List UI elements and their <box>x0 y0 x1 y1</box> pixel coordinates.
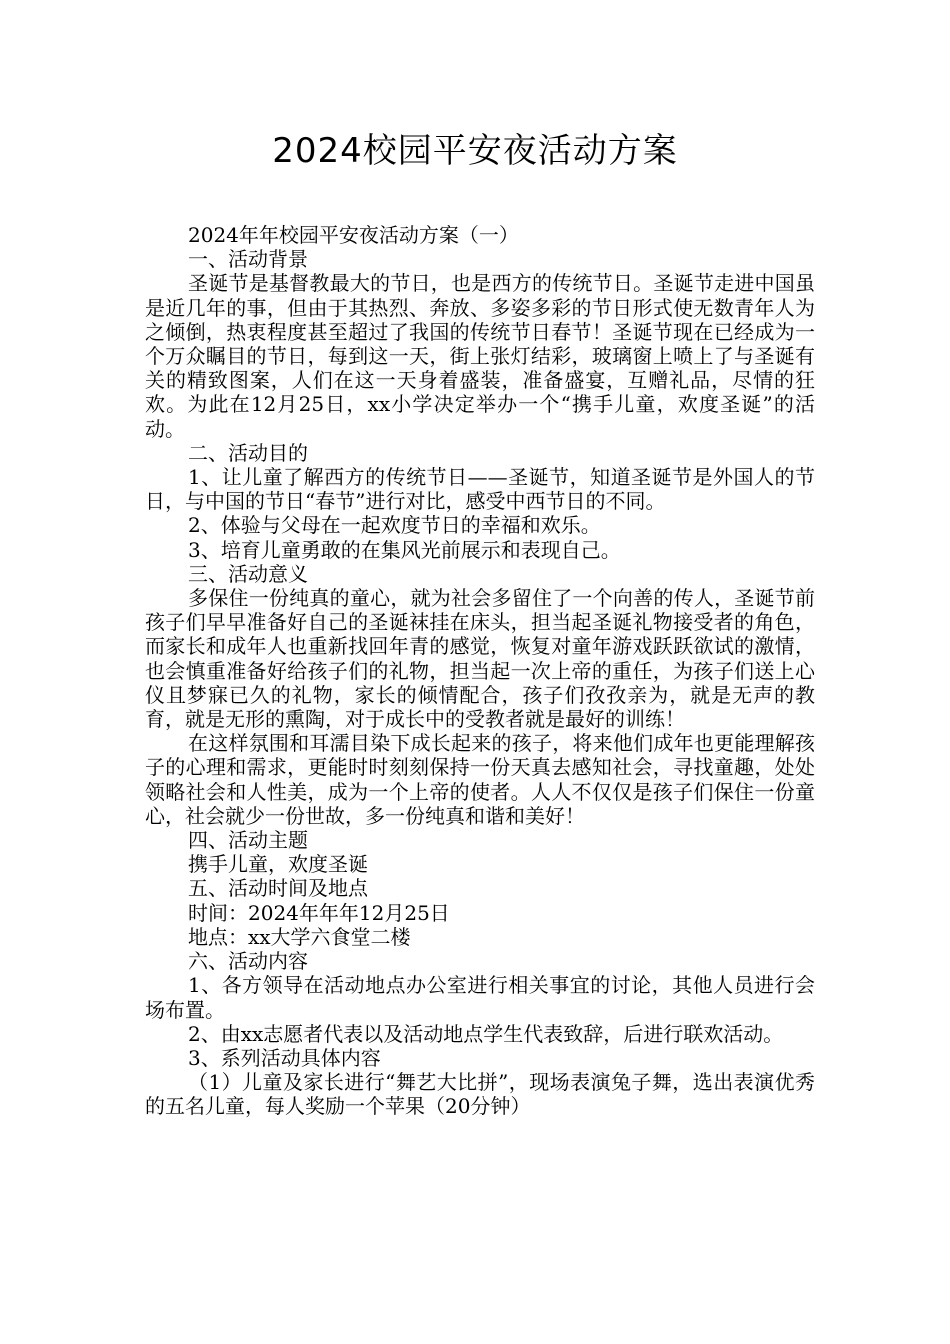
document-title: 2024校园平安夜活动方案 <box>272 131 678 171</box>
content-subitem-1: （1）儿童及家长进行“舞艺大比拼”，现场表演兔子舞，选出表演优秀的五名儿童，每人奖励一个苹果（20分钟） <box>145 1070 815 1119</box>
time-line: 时间：2024年年年12月25日 <box>188 900 450 925</box>
section-heading-time-place: 五、活动时间及地点 <box>188 876 368 901</box>
section-heading-content: 六、活动内容 <box>188 949 308 974</box>
document-body <box>145 223 815 1119</box>
purpose-item-2: 2、体验与父母在一起欢度节日的幸福和欢乐。 <box>188 513 601 538</box>
background-paragraph: 圣诞节是基督教最大的节日，也是西方的传统节日。圣诞节走进中国虽是近几年的事，但由于其热烈、奔放、多姿多彩的节日形式使无数青年人为之倾倒，热衷程度甚至超过了我国的传统节日春节！圣诞节现在已经成为一个万众瞩目的节日，每到这一天，街上张灯结彩，玻璃窗上喷上了与圣诞有关的精致图案，人们在这一天身着盛装，准备盛宴，互赠礼品，尽情的狂欢。为此在12月25日，xx小学决定举办一个“携手儿童，欢度圣诞”的活动。 <box>145 271 815 441</box>
significance-paragraph-1: 多保住一份纯真的童心，就为社会多留住了一个向善的传人，圣诞节前孩子们早早准备好自己的圣诞袜挂在床头，担当起圣诞礼物接受者的角色，而家长和成年人也重新找回年青的感觉，恢复对童年游戏跃跃欲试的激情，也会慎重准备好给孩子们的礼物，担当起一次上帝的重任，为孩子们送上心仪且梦寐已久的礼物，家长的倾情配合，孩子们孜孜亲为，就是无声的教育，就是无形的熏陶，对于成长中的受教者就是最好的训练！ <box>145 586 815 732</box>
section-heading-theme: 四、活动主题 <box>188 828 308 853</box>
significance-paragraph-2: 在这样氛围和耳濡目染下成长起来的孩子，将来他们成年也更能理解孩子的心理和需求，更能时时刻刻保持一份天真去感知社会，寻找童趣，处处领略社会和人性美，成为一个上帝的使者。人人不仅仅是孩子们保住一份童心，社会就少一份世故，多一份纯真和谐和美好！ <box>145 731 815 828</box>
purpose-item-3: 3、培育儿童勇敢的在集风光前展示和表现自己。 <box>188 537 621 562</box>
content-item-3: 3、系列活动具体内容 <box>188 1045 381 1070</box>
subtitle-paragraph: 2024年年校园平安夜活动方案（一） <box>188 223 519 247</box>
place-line: 地点：xx大学六食堂二楼 <box>188 924 411 949</box>
theme-paragraph: 携手儿童，欢度圣诞 <box>188 852 368 877</box>
purpose-item-1: 1、让儿童了解西方的传统节日——圣诞节，知道圣诞节是外国人的节日，与中国的节日“春节”进行对比，感受中西节日的不同。 <box>145 465 815 514</box>
content-item-1: 1、各方领导在活动地点办公室进行相关事宜的讨论，其他人员进行会场布置。 <box>145 973 815 1022</box>
section-heading-significance: 三、活动意义 <box>188 561 308 586</box>
section-heading-background: 一、活动背景 <box>188 247 308 272</box>
section-heading-purpose: 二、活动目的 <box>188 440 308 465</box>
content-item-2: 2、由xx志愿者代表以及活动地点学生代表致辞，后进行联欢活动。 <box>188 1021 784 1046</box>
